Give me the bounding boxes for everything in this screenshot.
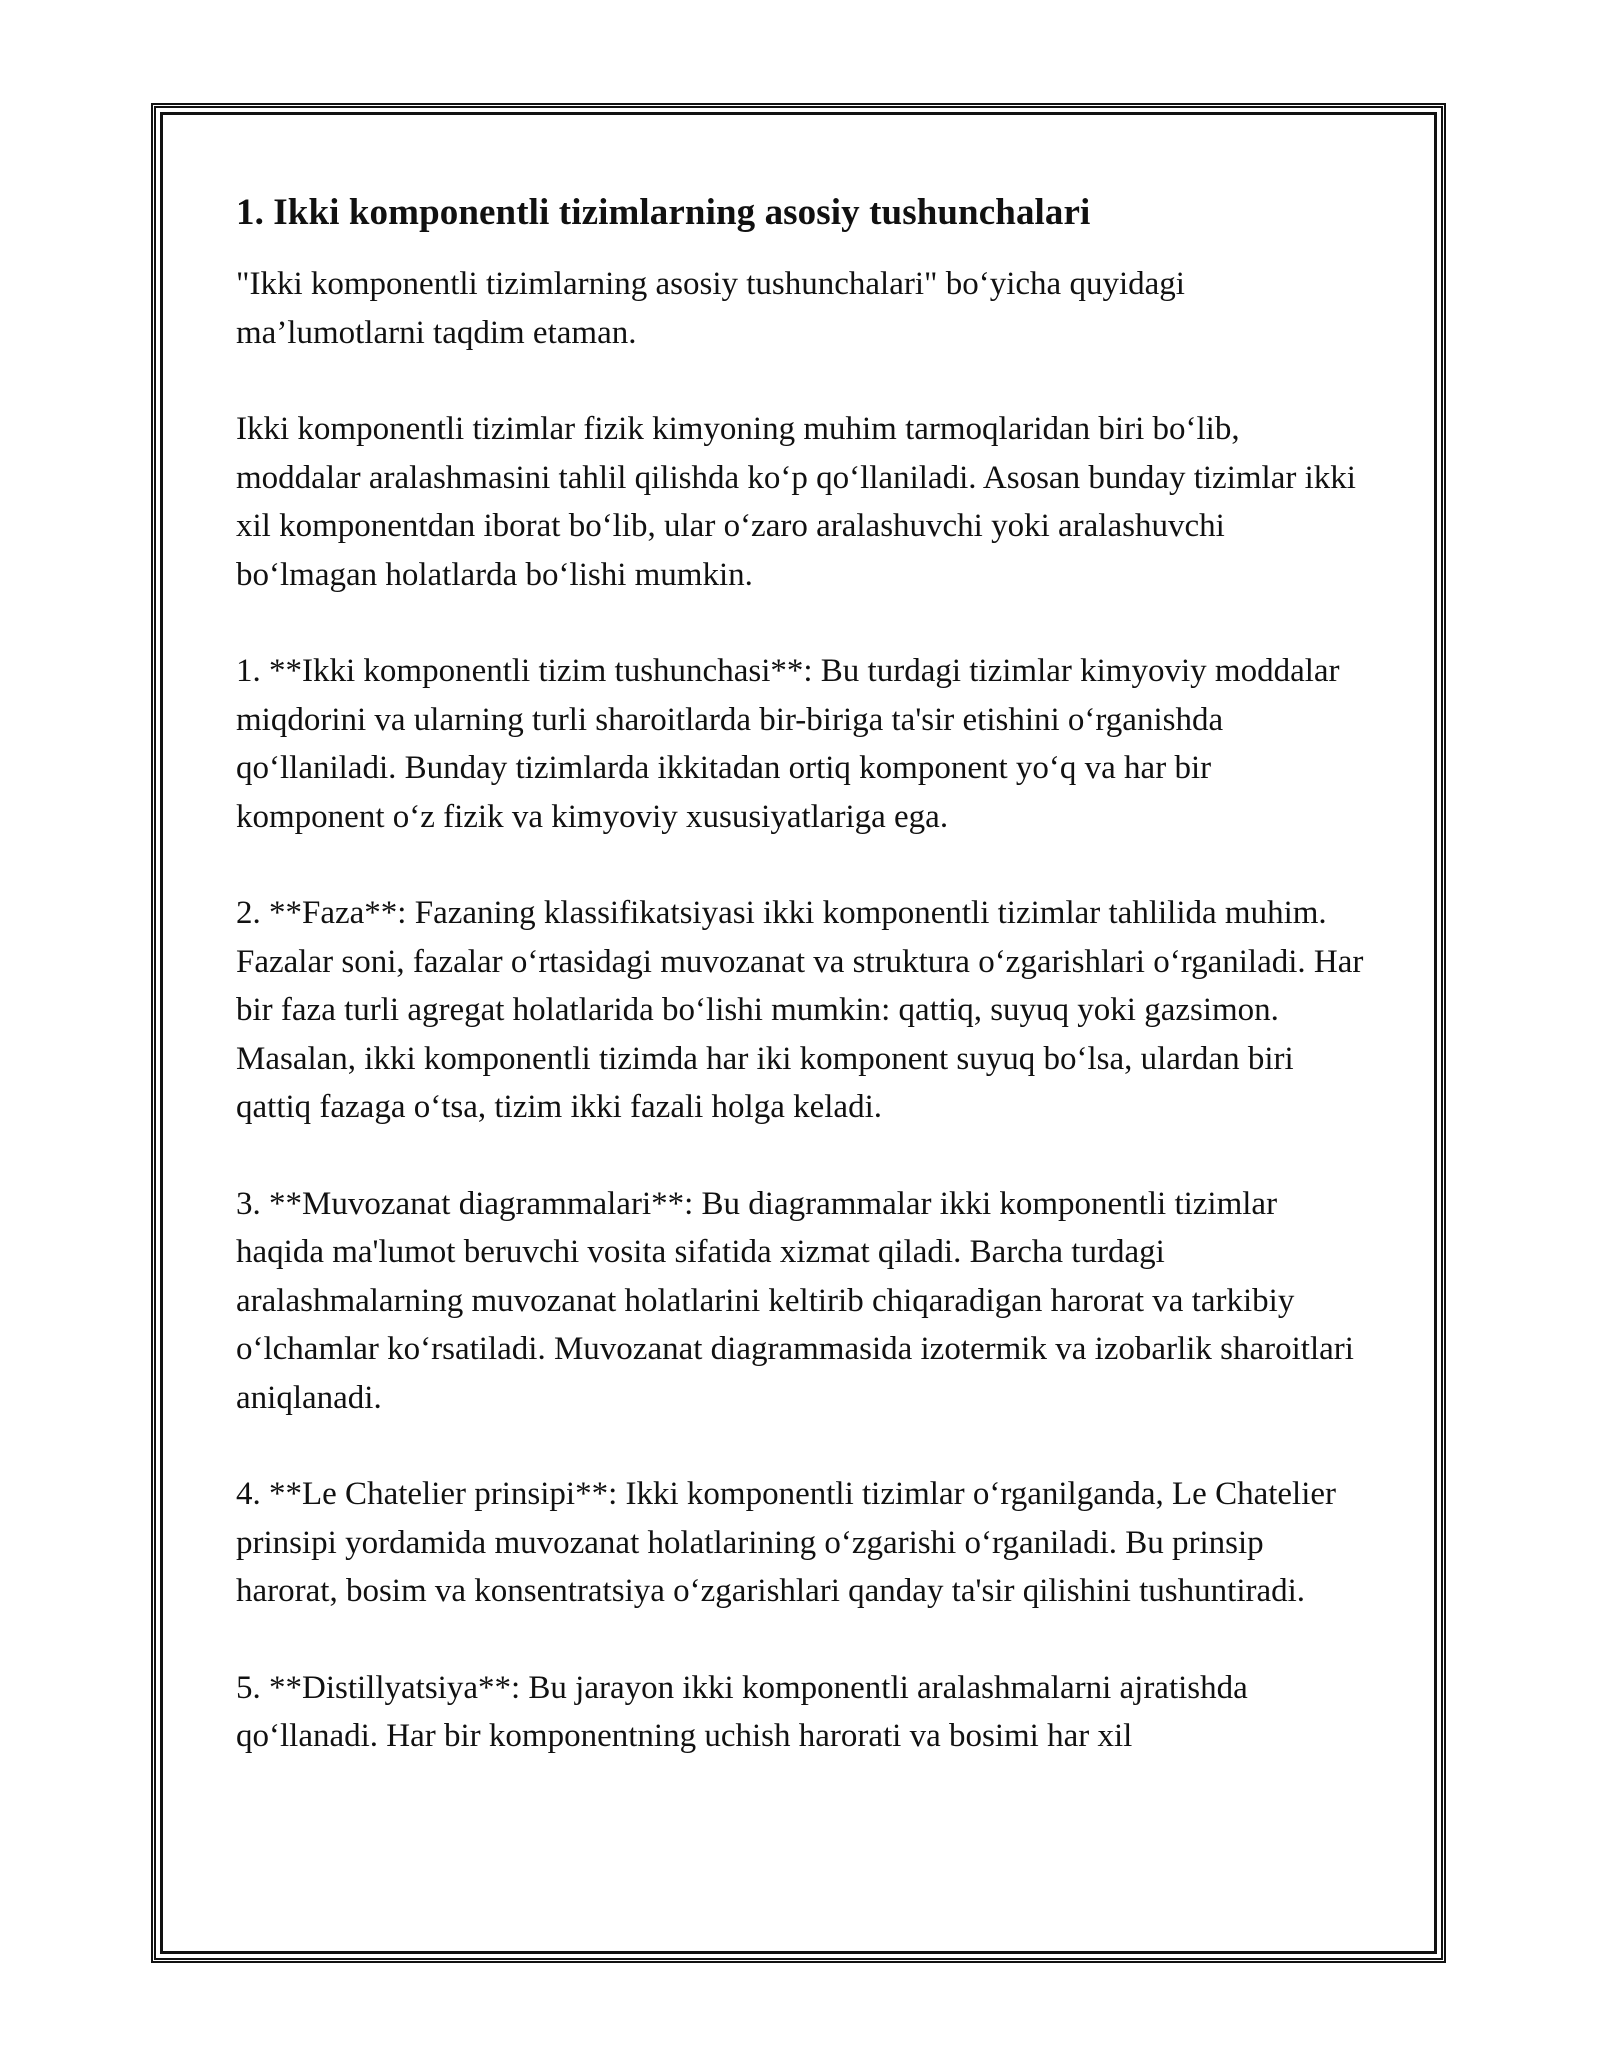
list-item-le-chatelier: 4. **Le Chatelier prinsipi**: Ikki komponentli tizimlar o‘rganilganda, Le Chatelier prinsipi yordamida muvozanat holatlarining o‘zgarishi o‘rganiladi. Bu prinsip harorat, bosim va konsentratsiya o‘zgarishlari qanday ta'sir qilishini tushuntiradi. bbox=[236, 1476, 1337, 1609]
document-title: 1. Ikki komponentli tizimlarning asosiy tushunchalari bbox=[236, 192, 1091, 233]
document-content bbox=[236, 188, 1366, 1809]
list-item-system-concept: 1. **Ikki komponentli tizim tushunchasi**: Bu turdagi tizimlar kimyoviy moddalar miqdorini va ularning turli sharoitlarda bir-biriga ta'sir etishini o‘rganishda qo‘llaniladi. Bunday tizimlarda ikkitadan ortiq komponent yo‘q va har bir komponent o‘z fizik va kimyoviy xususiyatlariga ega. bbox=[236, 653, 1340, 835]
document-body bbox=[236, 260, 1366, 1761]
overview-paragraph: Ikki komponentli tizimlar fizik kimyoning muhim tarmoqlaridan biri bo‘lib, moddalar aralashmasini tahlil qilishda ko‘p qo‘llaniladi. Asosan bunday tizimlar ikki xil komponentdan iborat bo‘lib, ular o‘zaro aralashuvchi yoki aralashuvchi bo‘lmagan holatlarda bo‘lishi mumkin. bbox=[236, 411, 1356, 593]
intro-paragraph: "Ikki komponentli tizimlarning asosiy tushunchalari" bo‘yicha quyidagi ma’lumotlarni taqdim etaman. bbox=[236, 266, 1185, 351]
list-item-equilibrium-diagrams: 3. **Muvozanat diagrammalari**: Bu diagrammalar ikki komponentli tizimlar haqida ma'lumot beruvchi vosita sifatida xizmat qiladi. Barcha turdagi aralashmalarning muvozanat holatlarini keltirib chiqaradigan harorat va tarkibiy o‘lchamlar ko‘rsatiladi. Muvozanat diagrammasida izotermik va izobarlik sharoitlari aniqlanadi. bbox=[236, 1185, 1354, 1416]
list-item-distillation: 5. **Distillyatsiya**: Bu jarayon ikki komponentli aralashmalarni ajratishda qo‘llanadi. Har bir komponentning uchish harorati va bosimi har xil bbox=[236, 1669, 1248, 1754]
list-item-phase: 2. **Faza**: Fazaning klassifikatsiyasi ikki komponentli tizimlar tahlilida muhim. Fazalar soni, fazalar o‘rtasidagi muvozanat va struktura o‘zgarishlari o‘rganiladi. Har bir faza turli agregat holatlarida bo‘lishi mumkin: qattiq, suyuq yoki gazsimon. Masalan, ikki komponentli tizimda har iki komponent suyuq bo‘lsa, ulardan biri qattiq fazaga o‘tsa, tizim ikki fazali holga keladi. bbox=[236, 895, 1364, 1125]
